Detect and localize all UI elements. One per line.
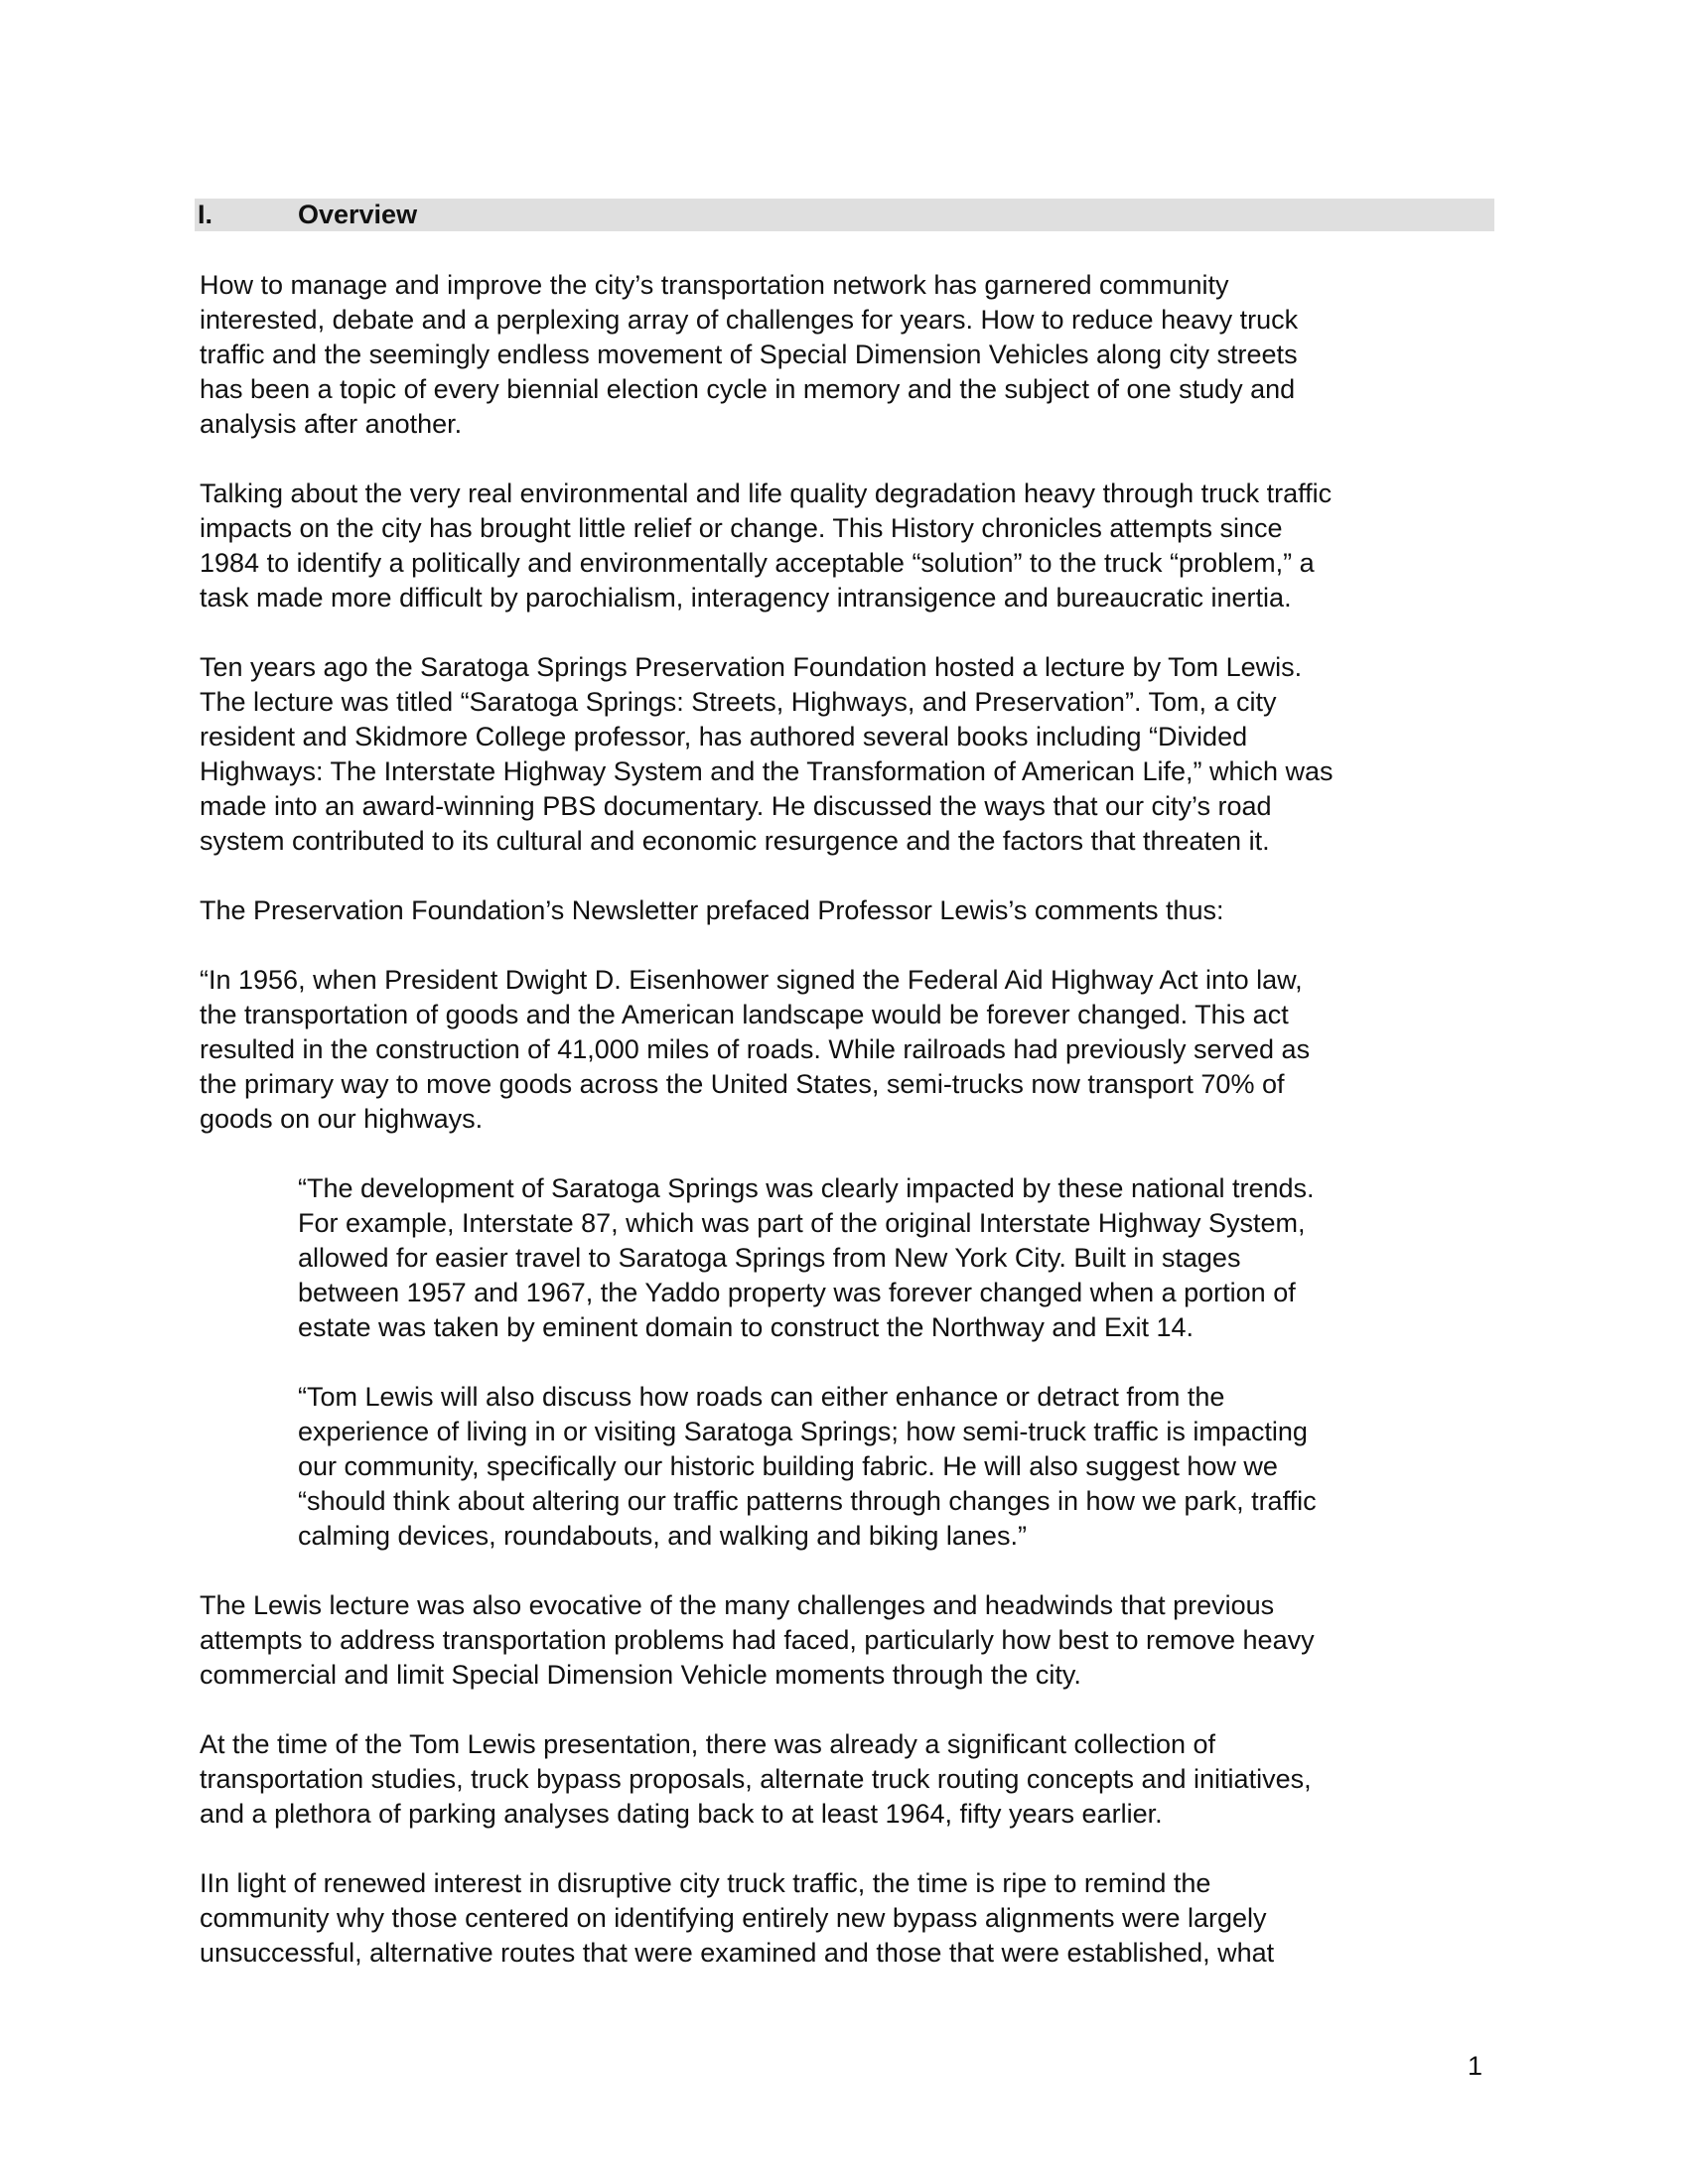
- text-line: and a plethora of parking analyses dating back to at least 1964, fifty years earlier.: [200, 1799, 1163, 1829]
- text-line: experience of living in or visiting Saratoga Springs; how semi-truck traffic is impacting: [298, 1417, 1308, 1446]
- paragraph-renewed-interest: [200, 1866, 1510, 1971]
- text-line: resident and Skidmore College professor, has authored several books including “Divided: [200, 722, 1248, 751]
- paragraph-quote-1956: [200, 963, 1510, 1137]
- text-line: our community, specifically our historic building fabric. He will also suggest how we: [298, 1451, 1278, 1481]
- text-line: unsuccessful, alternative routes that were examined and those that were established, what: [200, 1938, 1275, 1968]
- blockquote-tom-lewis: [298, 1380, 1510, 1554]
- text-line: traffic and the seemingly endless movement of Special Dimension Vehicles along city streets: [200, 340, 1298, 369]
- text-line: goods on our highways.: [200, 1104, 484, 1134]
- text-line: between 1957 and 1967, the Yaddo property was forever changed when a portion of: [298, 1278, 1296, 1307]
- text-line: the primary way to move goods across the United States, semi-trucks now transport 70% of: [200, 1069, 1285, 1099]
- paragraph-intro: [200, 268, 1510, 442]
- text-line: “Tom Lewis will also discuss how roads can either enhance or detract from the: [298, 1382, 1225, 1412]
- paragraph-lecture: [200, 650, 1510, 859]
- text-line: Talking about the very real environmental and life quality degradation heavy through truck traffic: [200, 478, 1333, 508]
- text-line: The lecture was titled “Saratoga Springs: Streets, Highways, and Preservation”. Tom, a city: [200, 687, 1277, 717]
- text-line: “The development of Saratoga Springs was clearly impacted by these national trends.: [298, 1173, 1315, 1203]
- text-line: IIn light of renewed interest in disruptive city truck traffic, the time is ripe to remind the: [200, 1868, 1211, 1898]
- text-line: At the time of the Tom Lewis presentation, there was already a significant collection of: [200, 1729, 1216, 1759]
- page-number: 1: [1468, 2051, 1483, 2081]
- text-line: interested, debate and a perplexing array of challenges for years. How to reduce heavy truck: [200, 305, 1299, 335]
- text-line: has been a topic of every biennial election cycle in memory and the subject of one study and: [200, 374, 1296, 404]
- text-line: How to manage and improve the city’s transportation network has garnered community: [200, 270, 1229, 300]
- section-title: Overview: [298, 200, 418, 229]
- text-line: attempts to address transportation problems had faced, particularly how best to remove heavy: [200, 1625, 1315, 1655]
- paragraph-lewis-lecture-challenges: [200, 1588, 1510, 1693]
- text-line: Ten years ago the Saratoga Springs Preservation Foundation hosted a lecture by Tom Lewis.: [200, 652, 1303, 682]
- text-line: task made more difficult by parochialism, interagency intransigence and bureaucratic inertia.: [200, 583, 1292, 613]
- text-line: resulted in the construction of 41,000 miles of roads. While railroads had previously served as: [200, 1034, 1311, 1064]
- text-line: “should think about altering our traffic patterns through changes in how we park, traffic: [298, 1486, 1317, 1516]
- text-line: impacts on the city has brought little relief or change. This History chronicles attempts since: [200, 513, 1283, 543]
- section-heading-bar: [195, 199, 1494, 231]
- section-number: I.: [198, 200, 213, 229]
- text-line: calming devices, roundabouts, and walking and biking lanes.”: [298, 1521, 1027, 1551]
- text-line: commercial and limit Special Dimension Vehicle moments through the city.: [200, 1660, 1081, 1690]
- text-line: Highways: The Interstate Highway System and the Transformation of American Life,” which was: [200, 756, 1334, 786]
- text-line: the transportation of goods and the American landscape would be forever changed. This act: [200, 1000, 1289, 1029]
- text-line: made into an award-winning PBS documentary. He discussed the ways that our city’s road: [200, 791, 1272, 821]
- paragraph-studies-collection: [200, 1727, 1510, 1832]
- text-line: “In 1956, when President Dwight D. Eisenhower signed the Federal Aid Highway Act into law,: [200, 965, 1303, 995]
- text-line: system contributed to its cultural and economic resurgence and the factors that threaten it.: [200, 826, 1270, 856]
- paragraph-newsletter-intro: [200, 893, 1510, 928]
- text-line: community why those centered on identifying entirely new bypass alignments were largely: [200, 1903, 1267, 1933]
- blockquote-development: [298, 1171, 1510, 1345]
- body-text: [200, 268, 1510, 2005]
- text-line: analysis after another.: [200, 409, 463, 439]
- text-line: transportation studies, truck bypass proposals, alternate truck routing concepts and initiatives,: [200, 1764, 1312, 1794]
- text-line: 1984 to identify a politically and environmentally acceptable “solution” to the truck “problem,” a: [200, 548, 1315, 578]
- text-line: The Lewis lecture was also evocative of the many challenges and headwinds that previous: [200, 1590, 1275, 1620]
- paragraph-environmental: [200, 477, 1510, 615]
- text-line: The Preservation Foundation’s Newsletter prefaced Professor Lewis’s comments thus:: [200, 895, 1224, 925]
- text-line: estate was taken by eminent domain to construct the Northway and Exit 14.: [298, 1312, 1194, 1342]
- text-line: allowed for easier travel to Saratoga Springs from New York City. Built in stages: [298, 1243, 1241, 1273]
- text-line: For example, Interstate 87, which was part of the original Interstate Highway System,: [298, 1208, 1306, 1238]
